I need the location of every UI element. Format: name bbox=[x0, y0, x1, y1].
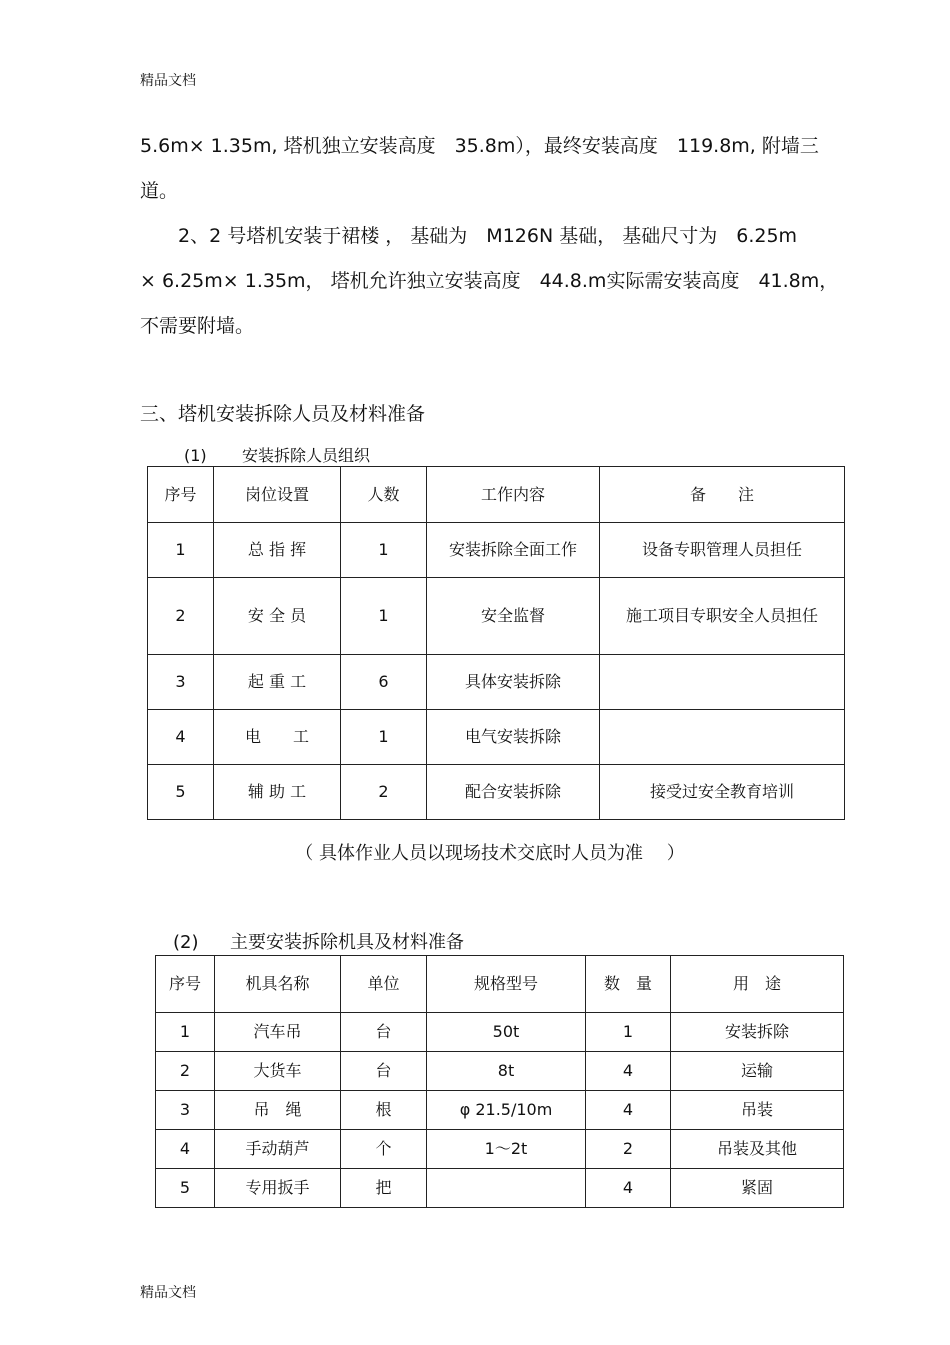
table-cell: 4 bbox=[586, 1169, 671, 1208]
table-cell: 1 bbox=[341, 578, 427, 655]
table-cell: 吊 绳 bbox=[215, 1091, 341, 1130]
table-cell: 安装拆除全面工作 bbox=[427, 523, 600, 578]
table-cell: 个 bbox=[341, 1130, 427, 1169]
header-cell: 单位 bbox=[341, 956, 427, 1013]
table-cell: 1 bbox=[156, 1013, 215, 1052]
header-cell: 用 途 bbox=[671, 956, 844, 1013]
personnel-table bbox=[147, 466, 845, 820]
table-cell: 吊装及其他 bbox=[671, 1130, 844, 1169]
table-cell: 接受过安全教育培训 bbox=[600, 765, 845, 820]
header-cell: 岗位设置 bbox=[214, 467, 341, 523]
subsection-1-number: (1) bbox=[184, 446, 207, 465]
header-cell: 规格型号 bbox=[427, 956, 586, 1013]
section-title: 三、塔机安装拆除人员及材料准备 bbox=[140, 403, 426, 425]
table-cell: 2 bbox=[341, 765, 427, 820]
table-cell: 电 工 bbox=[214, 710, 341, 765]
table-cell: 配合安装拆除 bbox=[427, 765, 600, 820]
table-cell: 3 bbox=[148, 655, 214, 710]
table-cell: 1 bbox=[341, 710, 427, 765]
table-cell: 专用扳手 bbox=[215, 1169, 341, 1208]
table-cell: 设备专职管理人员担任 bbox=[600, 523, 845, 578]
table-cell: 总 指 挥 bbox=[214, 523, 341, 578]
table-cell: 4 bbox=[586, 1052, 671, 1091]
table-cell: 具体安装拆除 bbox=[427, 655, 600, 710]
table-cell: 手动葫芦 bbox=[215, 1130, 341, 1169]
subsection-1-title: 安装拆除人员组织 bbox=[242, 446, 371, 465]
page-header: 精品文档 bbox=[140, 73, 196, 89]
table-cell: 安 全 员 bbox=[214, 578, 341, 655]
paragraph-line-1: 5.6m× 1.35m, 塔机独立安装高度 35.8m），最终安装高度 119.8m, 附墙三 bbox=[140, 135, 819, 157]
header-cell: 数 量 bbox=[586, 956, 671, 1013]
subsection-2-title: 主要安装拆除机具及材料准备 bbox=[230, 932, 464, 953]
table-cell: 台 bbox=[341, 1052, 427, 1091]
table-cell: 4 bbox=[148, 710, 214, 765]
header-cell: 工作内容 bbox=[427, 467, 600, 523]
table-cell: 安装拆除 bbox=[671, 1013, 844, 1052]
header-cell: 序号 bbox=[156, 956, 215, 1013]
table-cell: 汽车吊 bbox=[215, 1013, 341, 1052]
table-cell: 运输 bbox=[671, 1052, 844, 1091]
table-cell: 把 bbox=[341, 1169, 427, 1208]
subsection-2-number: (2) bbox=[173, 932, 199, 953]
table-row bbox=[148, 710, 845, 765]
paragraph-line-2: 道。 bbox=[140, 180, 179, 202]
table-cell: 1 bbox=[148, 523, 214, 578]
table-cell: 6 bbox=[341, 655, 427, 710]
subsection-1-heading bbox=[184, 443, 370, 466]
table-row bbox=[148, 655, 845, 710]
table-cell: 吊装 bbox=[671, 1091, 844, 1130]
table-cell: 5 bbox=[156, 1169, 215, 1208]
page-footer: 精品文档 bbox=[140, 1285, 196, 1301]
table-cell: 施工项目专职安全人员担任 bbox=[600, 578, 845, 655]
header-cell: 序号 bbox=[148, 467, 214, 523]
table-cell: 1 bbox=[586, 1013, 671, 1052]
table-cell: 3 bbox=[156, 1091, 215, 1130]
table-row bbox=[156, 1091, 844, 1130]
table-row bbox=[156, 1130, 844, 1169]
table-row bbox=[156, 1169, 844, 1208]
table-cell bbox=[427, 1169, 586, 1208]
table-cell: 辅 助 工 bbox=[214, 765, 341, 820]
table-cell: 2 bbox=[148, 578, 214, 655]
paragraph-line-5: 不需要附墙。 bbox=[140, 315, 255, 337]
table-row bbox=[156, 1052, 844, 1091]
table-cell: 2 bbox=[156, 1052, 215, 1091]
equipment-table-header-row bbox=[156, 956, 844, 1013]
table-cell: 5 bbox=[148, 765, 214, 820]
table-cell: 安全监督 bbox=[427, 578, 600, 655]
table-cell: 紧固 bbox=[671, 1169, 844, 1208]
table-row bbox=[148, 578, 845, 655]
table-cell: 4 bbox=[586, 1091, 671, 1130]
header-cell: 人数 bbox=[341, 467, 427, 523]
table-cell: 4 bbox=[156, 1130, 215, 1169]
table-cell: 1 bbox=[341, 523, 427, 578]
table-row bbox=[156, 1013, 844, 1052]
paragraph-line-3: 2、2 号塔机安装于裙楼 ， 基础为 M126N 基础， 基础尺寸为 6.25m bbox=[140, 225, 798, 247]
table-cell: 台 bbox=[341, 1013, 427, 1052]
subsection-2-heading bbox=[173, 928, 464, 954]
personnel-table-header-row bbox=[148, 467, 845, 523]
table-cell: 起 重 工 bbox=[214, 655, 341, 710]
table-cell: 8t bbox=[427, 1052, 586, 1091]
paragraph-line-4: × 6.25m× 1.35m， 塔机允许独立安装高度 44.8.m实际需安装高度 41.8m， bbox=[140, 270, 839, 292]
table-row bbox=[148, 765, 845, 820]
personnel-note: （ 具体作业人员以现场技术交底时人员为准 ） bbox=[295, 843, 685, 864]
table-cell: φ 21.5/10m bbox=[427, 1091, 586, 1130]
table-row bbox=[148, 523, 845, 578]
table-cell bbox=[600, 655, 845, 710]
table-cell: 50t bbox=[427, 1013, 586, 1052]
table-cell bbox=[600, 710, 845, 765]
table-cell: 大货车 bbox=[215, 1052, 341, 1091]
table-cell: 根 bbox=[341, 1091, 427, 1130]
header-cell: 机具名称 bbox=[215, 956, 341, 1013]
table-cell: 1～2t bbox=[427, 1130, 586, 1169]
table-cell: 电气安装拆除 bbox=[427, 710, 600, 765]
table-cell: 2 bbox=[586, 1130, 671, 1169]
header-cell: 备 注 bbox=[600, 467, 845, 523]
equipment-table bbox=[155, 955, 844, 1208]
